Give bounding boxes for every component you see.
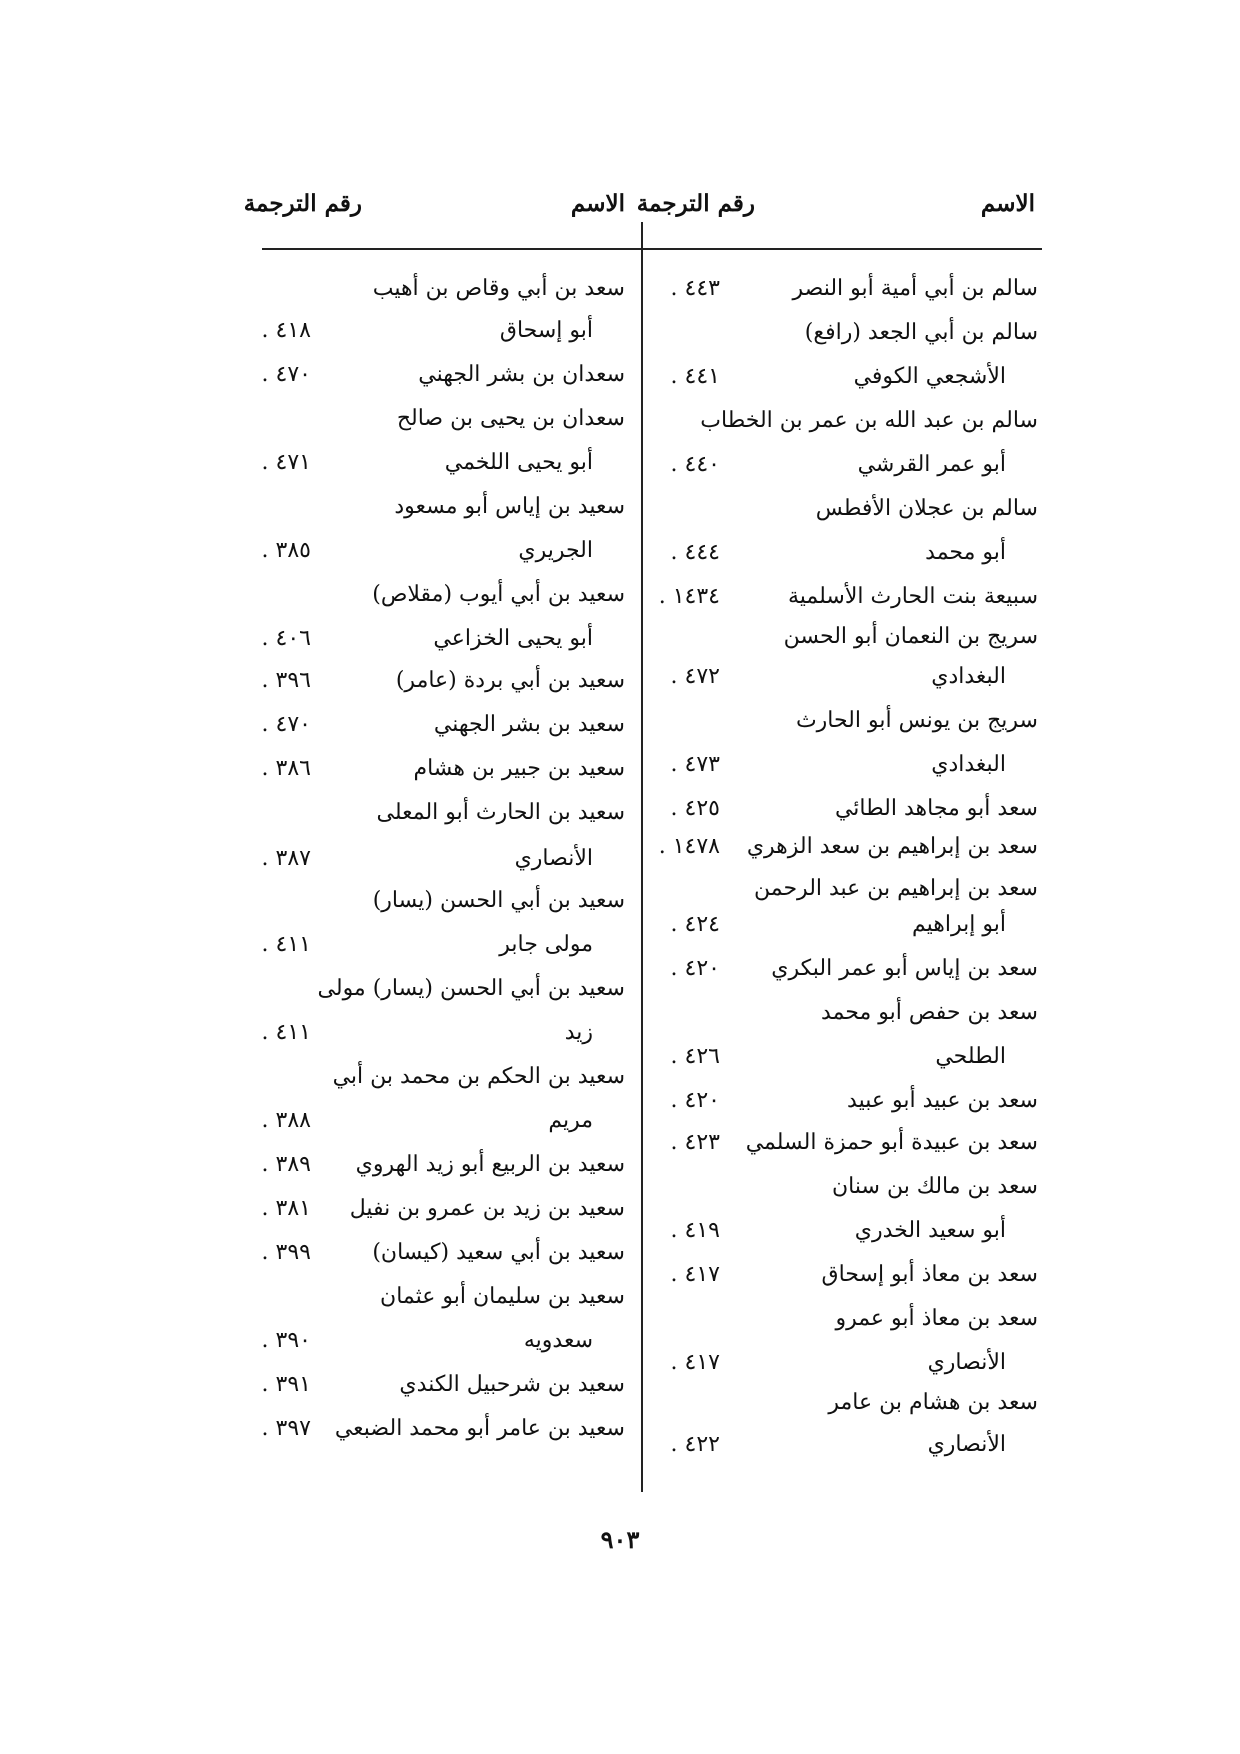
entry-number: ٤١١ . [261, 1020, 311, 1045]
index-entry [245, 362, 625, 398]
index-entry [245, 1196, 625, 1232]
entry-name: الأنصاري [927, 1432, 1006, 1457]
index-entry [650, 796, 1038, 832]
entry-name: سعد بن معاذ أبو إسحاق [821, 1262, 1038, 1287]
index-entry [650, 408, 1038, 444]
entry-name: سعدان بن بشر الجهني [418, 362, 625, 387]
entry-name: سعد بن حفص أبو محمد [821, 1000, 1038, 1025]
entry-name: سالم بن أبي الجعد (رافع) [804, 320, 1038, 345]
index-entry [245, 450, 625, 486]
entry-number: ٤٤٠ . [670, 452, 720, 477]
entry-name: سعيد بن أبي أيوب (مقلاص) [372, 582, 625, 607]
index-entry [245, 1020, 625, 1056]
entry-number: ٤١٩ . [670, 1218, 720, 1243]
index-entry [650, 1306, 1038, 1342]
entry-name: سعدان بن يحيى بن صالح [396, 406, 625, 431]
index-entry [245, 712, 625, 748]
entry-number: ٤٢٣ . [670, 1130, 720, 1155]
entry-number: ٣٨٧ . [261, 846, 311, 871]
index-entry [245, 1416, 625, 1452]
index-entry [245, 494, 625, 530]
entry-name: سعيد بن سليمان أبو عثمان [380, 1284, 625, 1309]
index-entry [650, 912, 1038, 948]
index-entry [650, 1088, 1038, 1124]
entry-name: سعد بن مالك بن سنان [832, 1174, 1038, 1199]
index-entry [650, 1218, 1038, 1254]
entry-name: الأنصاري [514, 846, 593, 871]
index-entry [650, 496, 1038, 532]
index-entry [650, 1432, 1038, 1468]
index-entry [245, 406, 625, 442]
index-entry [650, 364, 1038, 400]
entry-number: ٤٢٦ . [670, 1044, 720, 1069]
entry-number: ٣٨٥ . [261, 538, 311, 563]
entry-name: الأشجعي الكوفي [853, 364, 1006, 389]
header-rule [262, 248, 1042, 250]
index-entry [650, 540, 1038, 576]
index-entry [650, 276, 1038, 312]
entry-number: ٤٧٠ . [261, 712, 311, 737]
entry-number: ٤٤٣ . [670, 276, 720, 301]
entry-name: سعد بن أبي وقاص بن أهيب [372, 276, 625, 301]
entry-number: ٤٢٥ . [670, 796, 720, 821]
entry-number: ٤٢٠ . [670, 956, 720, 981]
entry-name: سالم بن عجلان الأفطس [815, 496, 1038, 521]
entry-name: سعدويه [523, 1328, 593, 1353]
entry-number: ٤٧٣ . [670, 752, 720, 777]
entry-name: أبو يحيى الخزاعي [433, 626, 593, 651]
entry-name: سعيد بن أبي سعيد (كيسان) [372, 1240, 625, 1265]
index-entry [650, 1130, 1038, 1166]
entry-name: الأنصاري [927, 1350, 1006, 1375]
entry-name: أبو محمد [925, 540, 1006, 565]
entry-name: مولى جابر [499, 932, 593, 957]
entry-number: ٤٢٤ . [670, 912, 720, 937]
entry-name: سريج بن يونس أبو الحارث [795, 708, 1038, 733]
header-right-number: رقم الترجمة [636, 190, 755, 217]
entry-number: ٤٤٤ . [670, 540, 720, 565]
entry-number: ١٤٣٤ . [658, 584, 720, 609]
index-entry [245, 888, 625, 924]
header-left-name: الاسم [570, 190, 625, 217]
index-entry [245, 626, 625, 662]
entry-name: سعد بن إبراهيم بن سعد الزهري [746, 834, 1038, 859]
index-entry [245, 1372, 625, 1408]
index-entry [245, 932, 625, 968]
index-entry [245, 668, 625, 704]
entry-name: سعد أبو مجاهد الطائي [834, 796, 1038, 821]
entry-name: سالم بن أبي أمية أبو النصر [792, 276, 1038, 301]
index-entry [245, 846, 625, 882]
index-entry [245, 276, 625, 312]
entry-name: أبو عمر القرشي [857, 452, 1006, 477]
entry-number: ٤٧٢ . [670, 664, 720, 689]
entry-name: سعيد بن أبي بردة (عامر) [395, 668, 625, 693]
entry-number: ١٤٧٨ . [658, 834, 720, 859]
index-entry [650, 876, 1038, 912]
entry-name: سعد بن هشام بن عامر [828, 1390, 1038, 1415]
index-entry [245, 1152, 625, 1188]
entry-name: سعيد بن جبير بن هشام [413, 756, 625, 781]
index-entry [245, 538, 625, 574]
index-entry [245, 318, 625, 354]
entry-number: ٤١٨ . [261, 318, 311, 343]
entry-name: سعيد بن الربيع أبو زيد الهروي [355, 1152, 625, 1177]
entry-name: زيد [564, 1020, 593, 1045]
entry-number: ٣٩٧ . [261, 1416, 311, 1441]
entry-number: ٣٩٠ . [261, 1328, 311, 1353]
index-entry [650, 956, 1038, 992]
entry-name: سعد بن معاذ أبو عمرو [835, 1306, 1038, 1331]
index-entry [650, 1390, 1038, 1426]
entry-name: سعيد بن الحكم بن محمد بن أبي [332, 1064, 625, 1089]
entry-number: ٤٢٠ . [670, 1088, 720, 1113]
entry-number: ٤٤١ . [670, 364, 720, 389]
index-entry [650, 1350, 1038, 1386]
entry-name: سعيد بن أبي الحسن (يسار) [372, 888, 625, 913]
entry-number: ٤١٧ . [670, 1350, 720, 1375]
entry-number: ٣٨٦ . [261, 756, 311, 781]
index-entry [650, 452, 1038, 488]
index-entry [245, 582, 625, 618]
index-entry [650, 708, 1038, 744]
entry-number: ٤١١ . [261, 932, 311, 957]
entry-number: ٣٩٩ . [261, 1240, 311, 1265]
entry-name: سعيد بن إياس أبو مسعود [394, 494, 625, 519]
entry-number: ٣٨١ . [261, 1196, 311, 1221]
index-entry [650, 584, 1038, 620]
header-right-name: الاسم [980, 190, 1035, 217]
index-entry [650, 664, 1038, 700]
entry-name: أبو إسحاق [499, 318, 593, 343]
index-entry [245, 1328, 625, 1364]
entry-number: ٣٩١ . [261, 1372, 311, 1397]
index-entry [650, 1262, 1038, 1298]
entry-name: سعد بن إبراهيم بن عبد الرحمن [753, 876, 1038, 901]
entry-name: سالم بن عبد الله بن عمر بن الخطاب [700, 408, 1038, 433]
index-entry [650, 834, 1038, 870]
entry-number: ٤١٧ . [670, 1262, 720, 1287]
column-divider [641, 222, 643, 1492]
entry-name: الطلحي [935, 1044, 1006, 1069]
index-entry [245, 976, 625, 1012]
entry-name: سعيد بن زيد بن عمرو بن نفيل [349, 1196, 625, 1221]
entry-name: سعيد بن الحارث أبو المعلى [376, 800, 625, 825]
entry-name: سعيد بن شرحبيل الكندي [399, 1372, 625, 1397]
entry-number: ٤٠٦ . [261, 626, 311, 651]
entry-name: أبو سعيد الخدري [854, 1218, 1006, 1243]
entry-name: سعد بن عبيد أبو عبيد [847, 1088, 1038, 1113]
index-entry [650, 1174, 1038, 1210]
index-entry [650, 624, 1038, 660]
entry-number: ٤٧١ . [261, 450, 311, 475]
index-entry [650, 1044, 1038, 1080]
index-entry [650, 1000, 1038, 1036]
entry-name: سعيد بن أبي الحسن (يسار) مولى [317, 976, 625, 1001]
index-entry [245, 1284, 625, 1320]
entry-name: مريم [548, 1108, 593, 1133]
entry-name: سعيد بن عامر أبو محمد الضبعي [334, 1416, 625, 1441]
entry-name: سبيعة بنت الحارث الأسلمية [787, 584, 1038, 609]
index-entry [245, 1108, 625, 1144]
index-entry [245, 1064, 625, 1100]
entry-number: ٤٢٢ . [670, 1432, 720, 1457]
entry-name: سعيد بن بشر الجهني [433, 712, 625, 737]
entry-number: ٣٩٦ . [261, 668, 311, 693]
entry-name: البغدادي [931, 664, 1006, 689]
index-entry [245, 1240, 625, 1276]
entry-name: سعد بن عبيدة أبو حمزة السلمي [745, 1130, 1038, 1155]
entry-number: ٣٨٨ . [261, 1108, 311, 1133]
entry-name: الجريري [518, 538, 593, 563]
index-entry [650, 752, 1038, 788]
entry-name: سريج بن النعمان أبو الحسن [783, 624, 1038, 649]
entry-number: ٤٧٠ . [261, 362, 311, 387]
entry-name: أبو يحيى اللخمي [444, 450, 593, 475]
index-entry [245, 756, 625, 792]
page-number: ٩٠٣ [600, 1525, 640, 1554]
index-entry [650, 320, 1038, 356]
entry-name: أبو إبراهيم [912, 912, 1006, 937]
header-left-number: رقم الترجمة [243, 190, 362, 217]
entry-name: البغدادي [931, 752, 1006, 777]
index-entry [245, 800, 625, 836]
entry-number: ٣٨٩ . [261, 1152, 311, 1177]
entry-name: سعد بن إياس أبو عمر البكري [771, 956, 1038, 981]
